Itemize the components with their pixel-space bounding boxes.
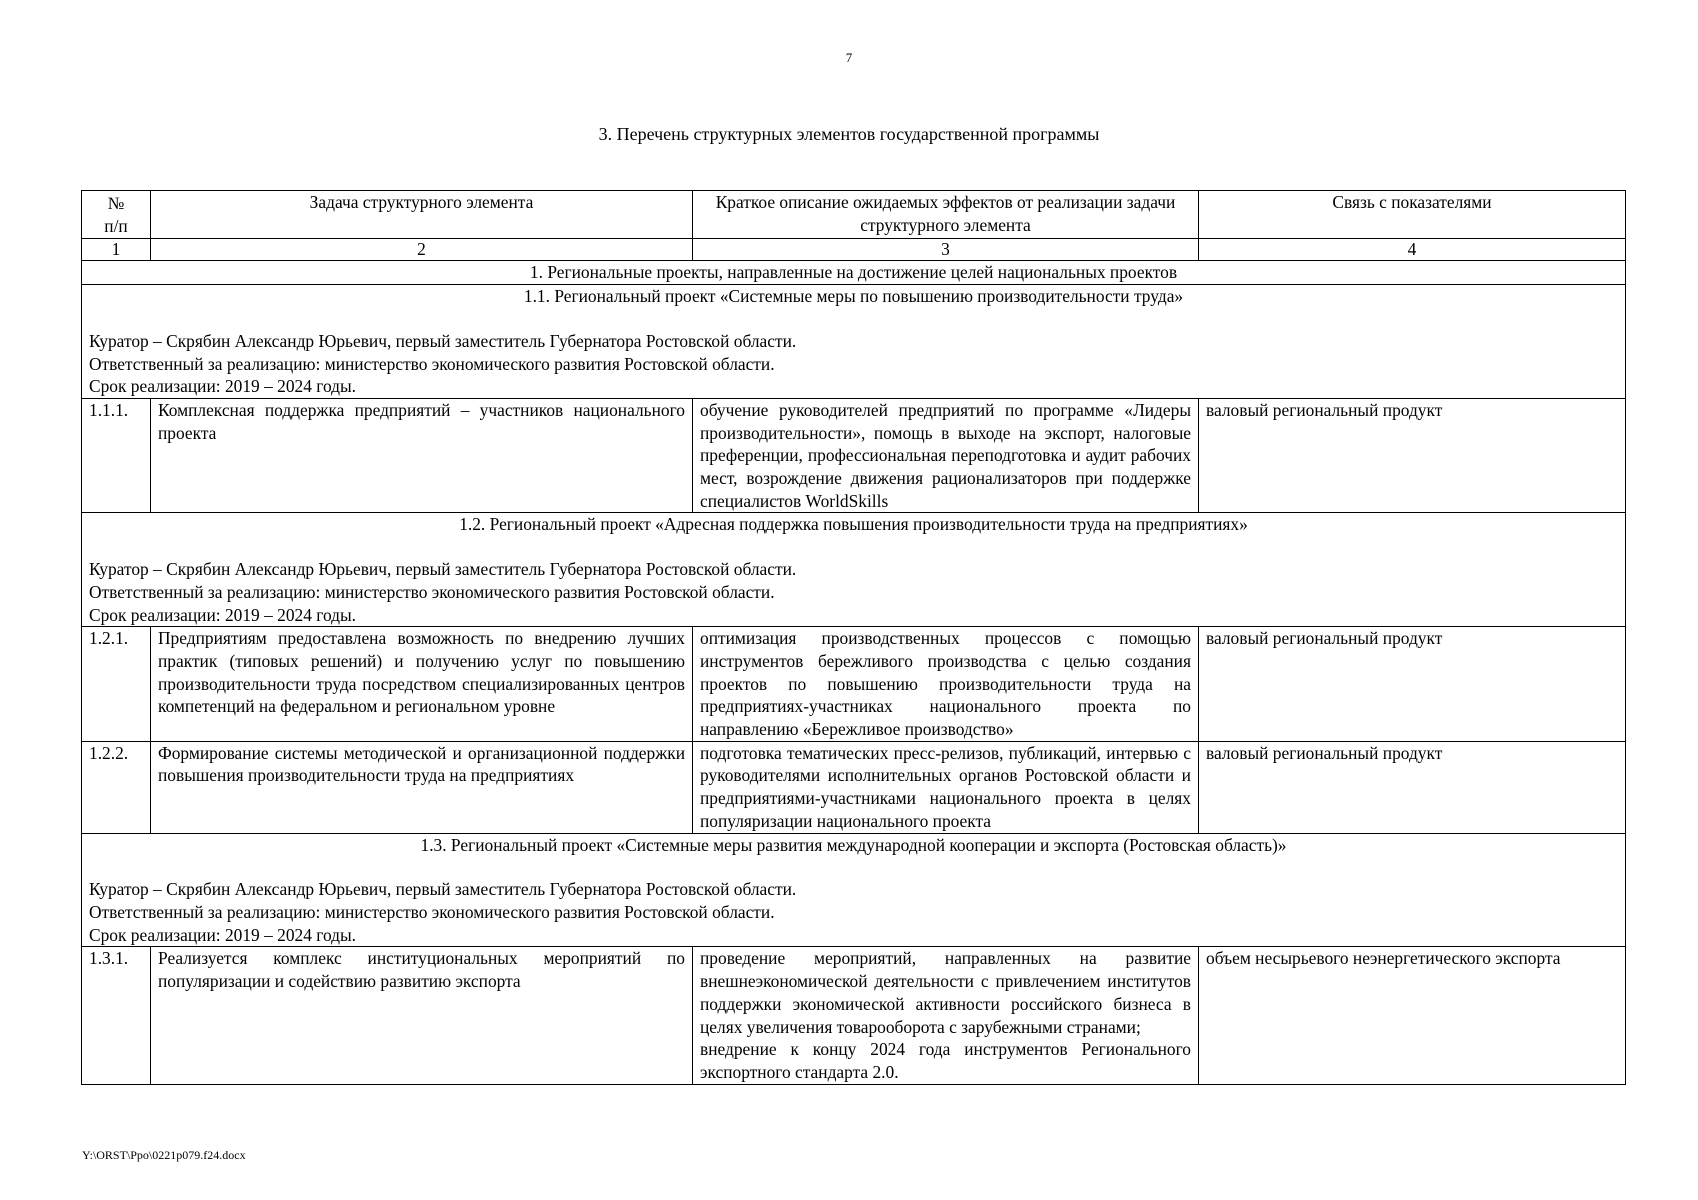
project-cell <box>82 833 1626 947</box>
row-task: Реализуется комплекс институциональных мероприятий по популяризации и содействию развитию экспорта <box>151 947 693 1084</box>
row-description: проведение мероприятий, направленных на развитие внешнеэкономической деятельности с привлечением институтов поддержки экономической активности российского бизнеса в целях увеличения товарооборота с зарубежными странами; <box>700 948 1191 1037</box>
table-row <box>82 741 1626 833</box>
project-term: Срок реализации: 2019 – 2024 годы. <box>89 376 357 397</box>
row-description: обучение руководителей предприятий по программе «Лидеры производительности», помощь в выходе на экспорт, налоговые преференции, профессиональная переподготовка и аудит рабочих мест, возрождение движения рационализаторов при поддержке специалистов WorldSkills <box>693 398 1199 513</box>
project-title: 1.3. Региональный проект «Системные меры развития международной кооперации и экспорта (Ростовская область)» <box>420 834 1287 855</box>
row-description: подготовка тематических пресс-релизов, публикаций, интервью с руководителями исполнительных органов Ростовской области и предприятиями-участниками национального проекта в целях популяризации национального проекта <box>693 741 1199 833</box>
project-row <box>82 285 1626 399</box>
project-responsible: Ответственный за реализацию: министерство экономического развития Ростовской области. <box>89 581 775 602</box>
header-description: Краткое описание ожидаемых эффектов от реализации задачи структурного элемента <box>693 191 1199 239</box>
row-task: Комплексная поддержка предприятий – участников национального проекта <box>151 398 693 513</box>
column-number: 3 <box>693 239 1199 261</box>
column-numbers-row <box>82 239 1626 261</box>
row-indicator: валовый региональный продукт <box>1199 398 1626 513</box>
row-number: 1.3.1. <box>82 947 151 1084</box>
project-curator: Куратор – Скрябин Александр Юрьевич, первый заместитель Губернатора Ростовской области. <box>89 559 797 580</box>
project-row <box>82 833 1626 947</box>
row-indicator: объем несырьевого неэнергетического экспорта <box>1199 947 1626 1084</box>
project-meta <box>89 878 1618 946</box>
header-indicators: Связь с показателями <box>1199 191 1626 239</box>
project-title: 1.2. Региональный проект «Адресная поддержка повышения производительности труда на предприятиях» <box>459 514 1248 535</box>
project-meta <box>89 330 1618 398</box>
column-number: 4 <box>1199 239 1626 261</box>
project-responsible: Ответственный за реализацию: министерство экономического развития Ростовской области. <box>89 901 775 922</box>
row-description-cell <box>693 947 1199 1084</box>
project-responsible: Ответственный за реализацию: министерство экономического развития Ростовской области. <box>89 353 775 374</box>
table-header-row <box>82 191 1626 239</box>
section-title: 1. Региональные проекты, направленные на достижение целей национальных проектов <box>82 261 1626 285</box>
project-term: Срок реализации: 2019 – 2024 годы. <box>89 924 357 945</box>
row-number: 1.2.1. <box>82 627 151 742</box>
project-cell <box>82 513 1626 627</box>
structural-elements-table <box>81 190 1626 1085</box>
project-title: 1.1. Региональный проект «Системные меры по повышению производительности труда» <box>523 286 1184 307</box>
row-description: оптимизация производственных процессов с помощью инструментов бережливого производства с целью создания проектов по повышению производительности труда на предприятиях-участниках национального проекта по направлению «Бережливое производство» <box>693 627 1199 742</box>
project-cell <box>82 285 1626 399</box>
row-task: Предприятиям предоставлена возможность по внедрению лучших практик (типовых решений) и получению услуг по повышению производительности труда посредством специализированных центров компетенций на федеральном и региональном уровне <box>151 627 693 742</box>
table-row <box>82 398 1626 513</box>
page-number: 7 <box>845 50 853 65</box>
row-indicator: валовый региональный продукт <box>1199 627 1626 742</box>
row-number: 1.1.1. <box>82 398 151 513</box>
row-number: 1.2.2. <box>82 741 151 833</box>
project-meta <box>89 558 1618 626</box>
table-row <box>82 627 1626 742</box>
table-row <box>82 947 1626 1084</box>
project-curator: Куратор – Скрябин Александр Юрьевич, первый заместитель Губернатора Ростовской области. <box>89 879 797 900</box>
document-title: 3. Перечень структурных элементов государственной программы <box>598 124 1100 144</box>
header-task: Задача структурного элемента <box>151 191 693 239</box>
row-indicator: валовый региональный продукт <box>1199 741 1626 833</box>
row-task: Формирование системы методической и организационной поддержки повышения производительности труда на предприятиях <box>151 741 693 833</box>
header-num: № п/п <box>82 191 151 239</box>
section-row <box>82 261 1626 285</box>
column-number: 2 <box>151 239 693 261</box>
row-description-2: внедрение к концу 2024 года инструментов Регионального экспортного стандарта 2.0. <box>700 1039 1191 1082</box>
file-path-footer: Y:\ORST\Ppo\0221p079.f24.docx <box>82 1148 246 1162</box>
project-row <box>82 513 1626 627</box>
column-number: 1 <box>82 239 151 261</box>
project-curator: Куратор – Скрябин Александр Юрьевич, первый заместитель Губернатора Ростовской области. <box>89 330 797 351</box>
project-term: Срок реализации: 2019 – 2024 годы. <box>89 604 357 625</box>
